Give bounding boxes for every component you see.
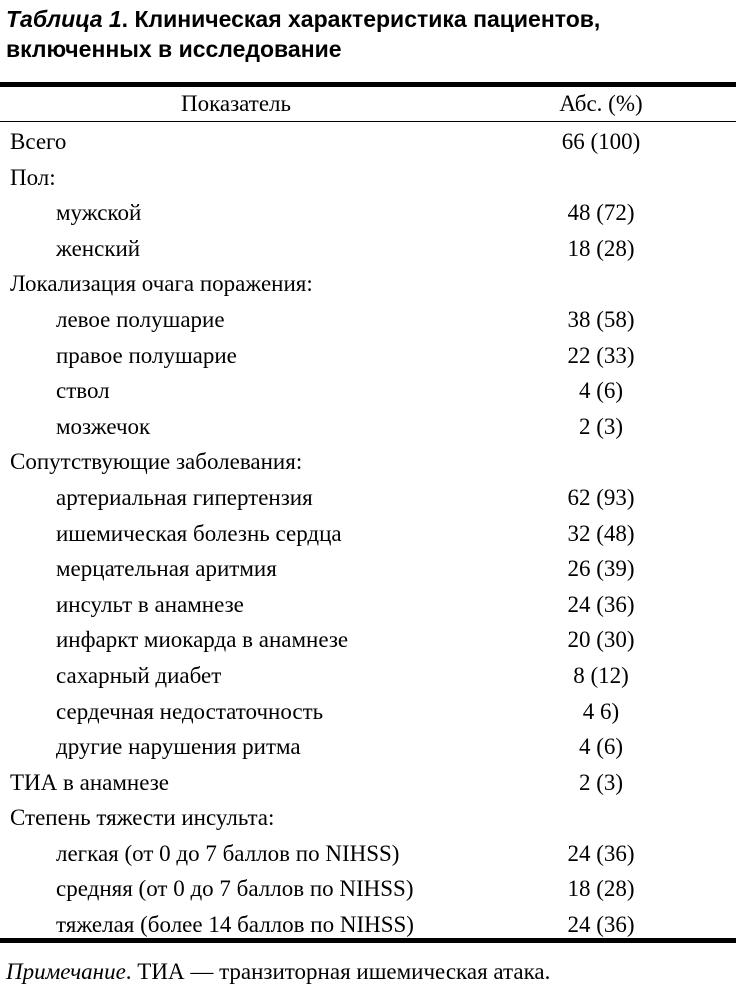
- note-label: Примечание: [6, 959, 126, 984]
- row-value: 4 (6): [578, 378, 624, 404]
- row-label: Степень тяжести инсульта:: [10, 805, 275, 831]
- table-number: Таблица 1: [6, 6, 122, 32]
- row-value: 8 (12): [573, 662, 629, 688]
- table-body: [0, 124, 736, 943]
- table-row: [0, 622, 736, 658]
- row-value: 62 (93): [567, 484, 635, 510]
- row-value: 48 (72): [567, 200, 635, 226]
- row-value: 4 6): [582, 698, 620, 724]
- row-label: легкая (от 0 до 7 баллов по NIHSS): [56, 840, 400, 866]
- table-title: . Клиническая характеристика пациентов, включенных в исследование: [6, 6, 601, 62]
- table-note: [6, 956, 734, 988]
- row-label: мозжечок: [56, 413, 151, 439]
- row-label: мерцательная аритмия: [56, 556, 277, 582]
- row-value: 18 (28): [567, 235, 635, 261]
- row-label: мужской: [56, 200, 142, 226]
- table-row: [0, 373, 736, 409]
- row-label: женский: [56, 235, 141, 261]
- table-row: [0, 658, 736, 694]
- row-value: 4 (6): [578, 734, 624, 760]
- row-label: сахарный диабет: [56, 662, 222, 688]
- table-row: [0, 729, 736, 765]
- row-value: 32 (48): [567, 520, 635, 546]
- row-label: тяжелая (более 14 баллов по NIHSS): [56, 912, 414, 938]
- table-row: [0, 871, 736, 907]
- row-label: правое полушарие: [56, 342, 237, 368]
- row-value: 26 (39): [567, 556, 635, 582]
- table-row: [0, 587, 736, 623]
- table-row: [0, 551, 736, 587]
- table-row: [0, 124, 736, 160]
- row-value: 66 (100): [561, 129, 641, 154]
- row-value: 38 (58): [567, 306, 635, 332]
- row-value: 20 (30): [567, 627, 635, 653]
- row-value: 24 (36): [567, 591, 635, 617]
- table-row: [0, 516, 736, 552]
- row-value: 2 (3): [578, 769, 624, 795]
- column-header-indicator: Показатель: [180, 91, 292, 116]
- row-label: ишемическая болезнь сердца: [56, 520, 342, 546]
- column-header-value: Абс. (%): [559, 91, 643, 116]
- row-label: инфаркт миокарда в анамнезе: [56, 627, 349, 653]
- table-row: [0, 444, 736, 480]
- table-row: [0, 195, 736, 231]
- row-value: 18 (28): [567, 876, 635, 902]
- row-value: 2 (3): [578, 413, 624, 439]
- table-row: [0, 694, 736, 730]
- row-label: инсульт в анамнезе: [56, 591, 244, 617]
- row-value: 24 (36): [567, 840, 635, 866]
- note-text: . ТИА — транзиторная ишемическая атака.: [125, 959, 551, 984]
- table-row: [0, 266, 736, 302]
- row-label: Локализация очага поражения:: [10, 271, 313, 297]
- table-row: [0, 231, 736, 267]
- table-row: [0, 800, 736, 836]
- table-row: [0, 480, 736, 516]
- table-bottom-rule: [0, 938, 736, 943]
- row-label: средняя (от 0 до 7 баллов по NIHSS): [56, 876, 414, 902]
- row-label: Сопутствующие заболевания:: [10, 449, 303, 475]
- table-caption: [6, 4, 736, 64]
- table-row: [0, 160, 736, 196]
- table-row: [0, 765, 736, 801]
- table-row: [0, 302, 736, 338]
- row-label: Всего: [10, 129, 67, 154]
- table-top-rule: [0, 82, 736, 87]
- table-row: [0, 338, 736, 374]
- table-header-rule: [0, 121, 736, 122]
- row-value: 24 (36): [567, 912, 635, 938]
- table-row: [0, 409, 736, 445]
- row-value: 22 (33): [567, 342, 635, 368]
- row-label: артериальная гипертензия: [56, 484, 313, 510]
- row-label: ТИА в анамнезе: [10, 769, 170, 795]
- table-row: [0, 836, 736, 872]
- row-label: Пол:: [10, 164, 56, 190]
- row-label: левое полушарие: [56, 306, 225, 332]
- row-label: сердечная недостаточность: [56, 698, 324, 724]
- row-label: другие нарушения ритма: [56, 734, 301, 760]
- row-label: ствол: [56, 378, 110, 404]
